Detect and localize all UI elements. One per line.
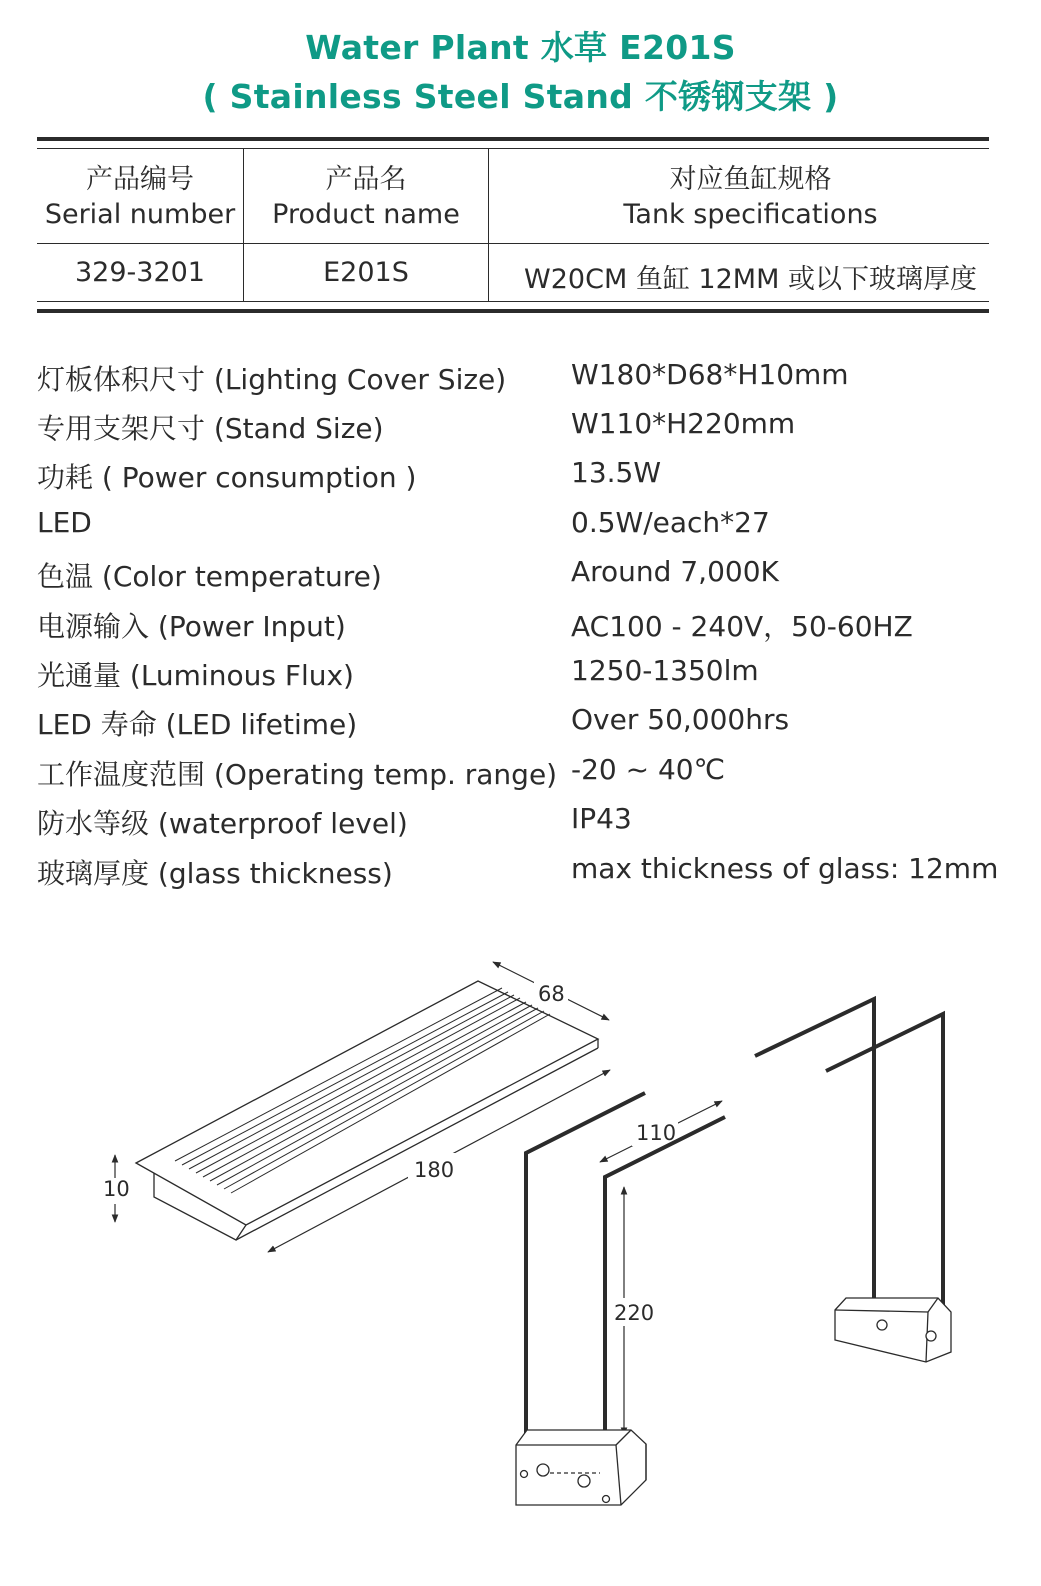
spec-label: 功耗 ( Power consumption ) <box>37 461 417 494</box>
spec-value: 0.5W/each*27 <box>571 506 770 539</box>
cell-serial-number: 329-3201 <box>75 257 205 288</box>
cell-product-name: E201S <box>323 257 409 288</box>
cell-tank-spec: W20CM 鱼缸 12MM 或以下玻璃厚度 <box>524 264 977 295</box>
table-header-top-line <box>37 148 989 149</box>
spec-value: IP43 <box>571 802 632 835</box>
dim-depth-label: 68 <box>538 982 565 1006</box>
light-panel-drawing <box>136 981 598 1240</box>
spec-label: 电源输入 (Power Input) <box>37 610 346 643</box>
spec-label: 防水等级 (waterproof level) <box>37 807 408 840</box>
spec-label: 灯板体积尺寸 (Lighting Cover Size) <box>37 363 507 396</box>
header-tank-en: Tank specifications <box>623 199 878 230</box>
stand-drawing-back <box>755 999 951 1362</box>
spec-label: 玻璃厚度 (glass thickness) <box>37 857 393 890</box>
header-serial-en: Serial number <box>44 199 236 230</box>
spec-label: 专用支架尺寸 (Stand Size) <box>37 412 384 445</box>
spec-label: 工作温度范围 (Operating temp. range) <box>37 758 558 791</box>
dim-length-label: 180 <box>414 1158 455 1182</box>
spec-value: 13.5W <box>571 456 662 489</box>
spec-value: Around 7,000K <box>571 555 779 588</box>
spec-value: max thickness of glass: 12mm <box>571 852 999 885</box>
spec-value: W180*D68*H10mm <box>571 358 849 391</box>
spec-label: LED <box>37 506 92 539</box>
spec-value: AC100 - 240V，50-60HZ <box>571 610 913 643</box>
page-subtitle: ( Stainless Steel Stand 不锈钢支架 ) <box>202 77 839 116</box>
page-title: Water Plant 水草 E201S <box>305 28 736 67</box>
spec-label: LED 寿命 (LED lifetime) <box>37 708 358 741</box>
product-diagram <box>0 940 1041 1560</box>
table-bottom-rule <box>37 309 989 313</box>
dim-stand-height-label: 220 <box>614 1301 655 1325</box>
dim-stand-width-label: 110 <box>636 1121 677 1145</box>
header-product-cn: 产品名 <box>325 164 407 195</box>
header-serial-cn: 产品编号 <box>86 164 194 195</box>
table-row-bottom-line <box>37 301 989 302</box>
spec-value: W110*H220mm <box>571 407 796 440</box>
spec-value: 1250-1350lm <box>571 654 759 687</box>
spec-label: 色温 (Color temperature) <box>37 560 382 593</box>
spec-value: -20 ~ 40℃ <box>571 753 726 786</box>
header-product-en: Product name <box>272 199 460 230</box>
spec-label: 光通量 (Luminous Flux) <box>37 659 354 692</box>
header-tank-cn: 对应鱼缸规格 <box>669 164 832 195</box>
table-top-rule <box>37 137 989 141</box>
spec-value: Over 50,000hrs <box>571 703 790 736</box>
table-header-bottom-line <box>37 243 989 244</box>
dim-height-label: 10 <box>103 1177 130 1201</box>
